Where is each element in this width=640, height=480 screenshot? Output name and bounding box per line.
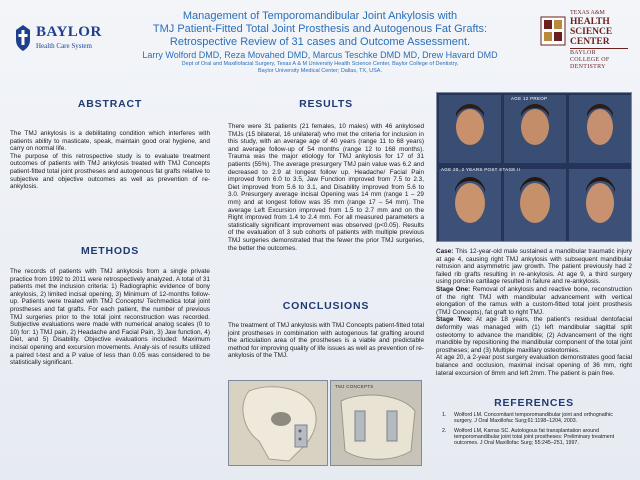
tamhsc-logo-bottom-line: DENTISTRY [570, 64, 606, 70]
baylor-logo-sub: Health Care System [36, 42, 92, 50]
tamhsc-logo-main-line: HEALTH [570, 17, 610, 27]
stage-one-text: Removal of ankylosis and reactive bone, reconstruction of the right TMJ with mandibular advancement with vertical elongation of the ramus with a custom-fitted total joint prosthesis (TMJ Concepts), fat graft to right TMJ. [436, 285, 632, 316]
authors: Larry Wolford DMD, Reza Movahed DMD, Marcus Teschke DMD MD, Drew Havard DMD [142, 50, 498, 60]
baylor-cross-icon [14, 24, 32, 52]
tamhsc-logo-main [570, 17, 632, 47]
title-line-3: Retrospective Review of 31 cases and Outcome Assessment. [169, 36, 471, 48]
conclusions-heading: CONCLUSIONS [282, 300, 370, 312]
baylor-logo-name: BAYLOR [36, 24, 102, 40]
stage-two-paragraph [436, 316, 632, 354]
title-block [110, 10, 530, 75]
references-list [442, 412, 628, 449]
reference-text: Wolford LM. Concomitant temporomandibular joint and orthognathic surgery. J Oral Maxillofac Surg;61:1198–1204, 2003. [454, 412, 613, 425]
tamhsc-logo [540, 8, 632, 72]
followup-paragraph [436, 354, 632, 377]
tamhsc-logo-bottom-line: COLLEGE OF [570, 57, 610, 63]
tamhsc-logo-main-line: CENTER [570, 37, 610, 47]
references-heading: REFERENCES [494, 397, 574, 409]
photo-caption-preop: AGE 12 PREOP [511, 96, 548, 101]
model-caption: TMJ CONCEPTS [335, 384, 374, 389]
case-text: This 12-year-old male sustained a mandibular traumatic injury at age 4, causing right TMJ ankylosis with subsequent mandibular retrusion and asymmetric jaw growth. The patient previously had 2 failed rib grafts resulting in re-ankylosis. At age 9, a third surgery using porcine cartilage resulted in failure and re-ankylosis. [436, 248, 632, 286]
stage-one-lead: Stage One: [436, 285, 471, 293]
reference-text: Wolford LM, Karras SC. Autologous fat transplantation around temporomandibular joint total joint prostheses: Preliminary treatment outcomes. J Oral Maxillofac Surg; 55:245–251, 1997. [454, 427, 615, 447]
methods-heading: METHODS [80, 245, 140, 257]
abstract-heading: ABSTRACT [77, 98, 143, 110]
case-description [436, 248, 632, 377]
affiliation-line-1: Dept of Oral and Maxillofacial Surgery, Texas A & M University Health Science Center, Baylor College of Dentistry, [181, 61, 459, 67]
reference-number: 2. [442, 427, 447, 434]
photo-caption-postop: AGE 20, 2 YEARS POST STAGE II [441, 167, 521, 172]
prosthesis-model-image [331, 381, 422, 466]
abstract-paragraph: The TMJ ankylosis is a debilitating condition which interferes with patients ability to masticate, speak, maintain good oral hygiene, and carry on normal life. [10, 130, 210, 153]
tamhsc-logo-bottom [570, 50, 632, 71]
affiliation-line-2: Baylor University Medical Center; Dallas, TX, USA. [258, 68, 382, 74]
case-paragraph [436, 248, 632, 286]
abstract-text [10, 130, 210, 191]
conclusions-text: The treatment of TMJ ankylosis with TMJ Concepts patient-fitted total joint prostheses in combination with autogenous fat grafting around the articulation area of the prostheses is a viable and predictable method for improving quality of life issues as well as prevention of re-ankylosis of the TMJ. [228, 322, 424, 360]
stage-one-paragraph [436, 286, 632, 316]
patient-photo-grid [436, 92, 632, 242]
followup-text: At age 20, a 2-year post surgery evaluation demonstrates good facial balance and occlusion, maximal incisal opening of 36 mm, right lateral excursion of 8mm and left 2mm. The patient is pain free. [436, 354, 632, 377]
stage-two-lead: Stage Two: [436, 316, 473, 324]
results-text: There were 31 patients (21 females, 10 males) with 46 ankylosed TMJs (15 bilateral, 16 unilateral) who met the criteria for inclusion in this study, with an average age of 40 years (range 11 to 68 years) and average follow-up of 54 months (range 12 to 168 months). Trauma was the major etiology for TMJ ankylosis for 17 of 31 patients (55%). The average presurgery TMJ pain value was 6.2 and decreased to 2.9 at longest follow up. Headache/ Facial Pain improved from 6.0 to 3.5, Jaw Function improved from 7.5 to 2.3, Diet improved from 5.6 to 3.1, and Disability improved from 5.6 to 3.0. Presurgery average incisal Opening was 14 mm (range 1 – 29 mm) and at longest follow was 35 mm (range 17 – 54 mm). The average Left Excursion improved from 1.5 to 2.7 mm and on the Right improved from 1.4 to 2.4 mm. For all measured parameters a statistically significant improvement was observed (p<0.05). Results of the evaluation of 3 sub cohorts of patients with multiple previous TMJ surgeries demonstrated that the fewer the prior TMJ surgeries, the better the outcomes. [228, 123, 424, 252]
crest-icon [540, 16, 566, 46]
methods-text: The records of patients with TMJ ankylosis from a single private practice from 1992 to 2011 were retrospectively analyzed. A total of 31 patients met the inclusion criteria: 1) Radiographic evidence of bony ankylosis, 2) limited incisal opening, 3) Minimum of 12-months follow-up. Patients were treated with TMJ Concepts/ Techmedica total joint prostheses and fat grafts. For each patient, the number of previous TMJ surgeries prior to the total joint reconstruction was recorded. Subjective evaluations were made with numerical analog scales (0 to 10) for: 1) TMJ pain, 2) Headache and Facial Pain, 3) Jaw function, 4) Diet, and 5) Disability. Objective evaluations included: Maximum incisal opening and excursion movements. Analy-sis of results utilized a paired t-test and a P value of less than 0.05 was considered to be statistically significant. [10, 268, 210, 367]
case-lead: Case: [436, 248, 454, 255]
skull-model-photo-right [330, 380, 422, 466]
title-line-1: Management of Temporomandibular Joint Ankylosis with [182, 10, 458, 22]
results-heading: RESULTS [299, 98, 353, 110]
abstract-paragraph: The purpose of this retrospective study is to evaluate treatment outcomes of patients with TMJ ankylosis treated with TMJ Concepts patient-fitted total joint prostheses and autogenous fat grafts relative to subjective and objective outcomes as well as prevention of re-ankylosis. [10, 152, 210, 191]
reference-number: 1. [442, 412, 447, 418]
tamhsc-logo-rule [570, 48, 628, 49]
title-line-2: TMJ Patient-Fitted Total Joint Prosthesis and Autogenous Fat Grafts: [152, 23, 488, 35]
skull-model-photo-left [228, 380, 328, 466]
tamhsc-logo-main-line: SCIENCE [570, 27, 613, 37]
baylor-logo [14, 22, 100, 62]
reference-item [442, 428, 628, 447]
tamhsc-logo-top: TEXAS A&M [570, 10, 605, 16]
skull-model-image [229, 381, 328, 466]
tamhsc-logo-bottom-line: BAYLOR [570, 50, 596, 56]
reference-item [442, 412, 628, 425]
stage-two-text: At age 18 years, the patient's residual dentofacial deformity was managed with (1) left mandibular sagittal split osteotomy to advance the mandible; (2) Advancement of the right mandible by repositioning the mandibular component of the total joint prostheses; and (3) Multiple maxillary osteotomies. [436, 316, 632, 354]
